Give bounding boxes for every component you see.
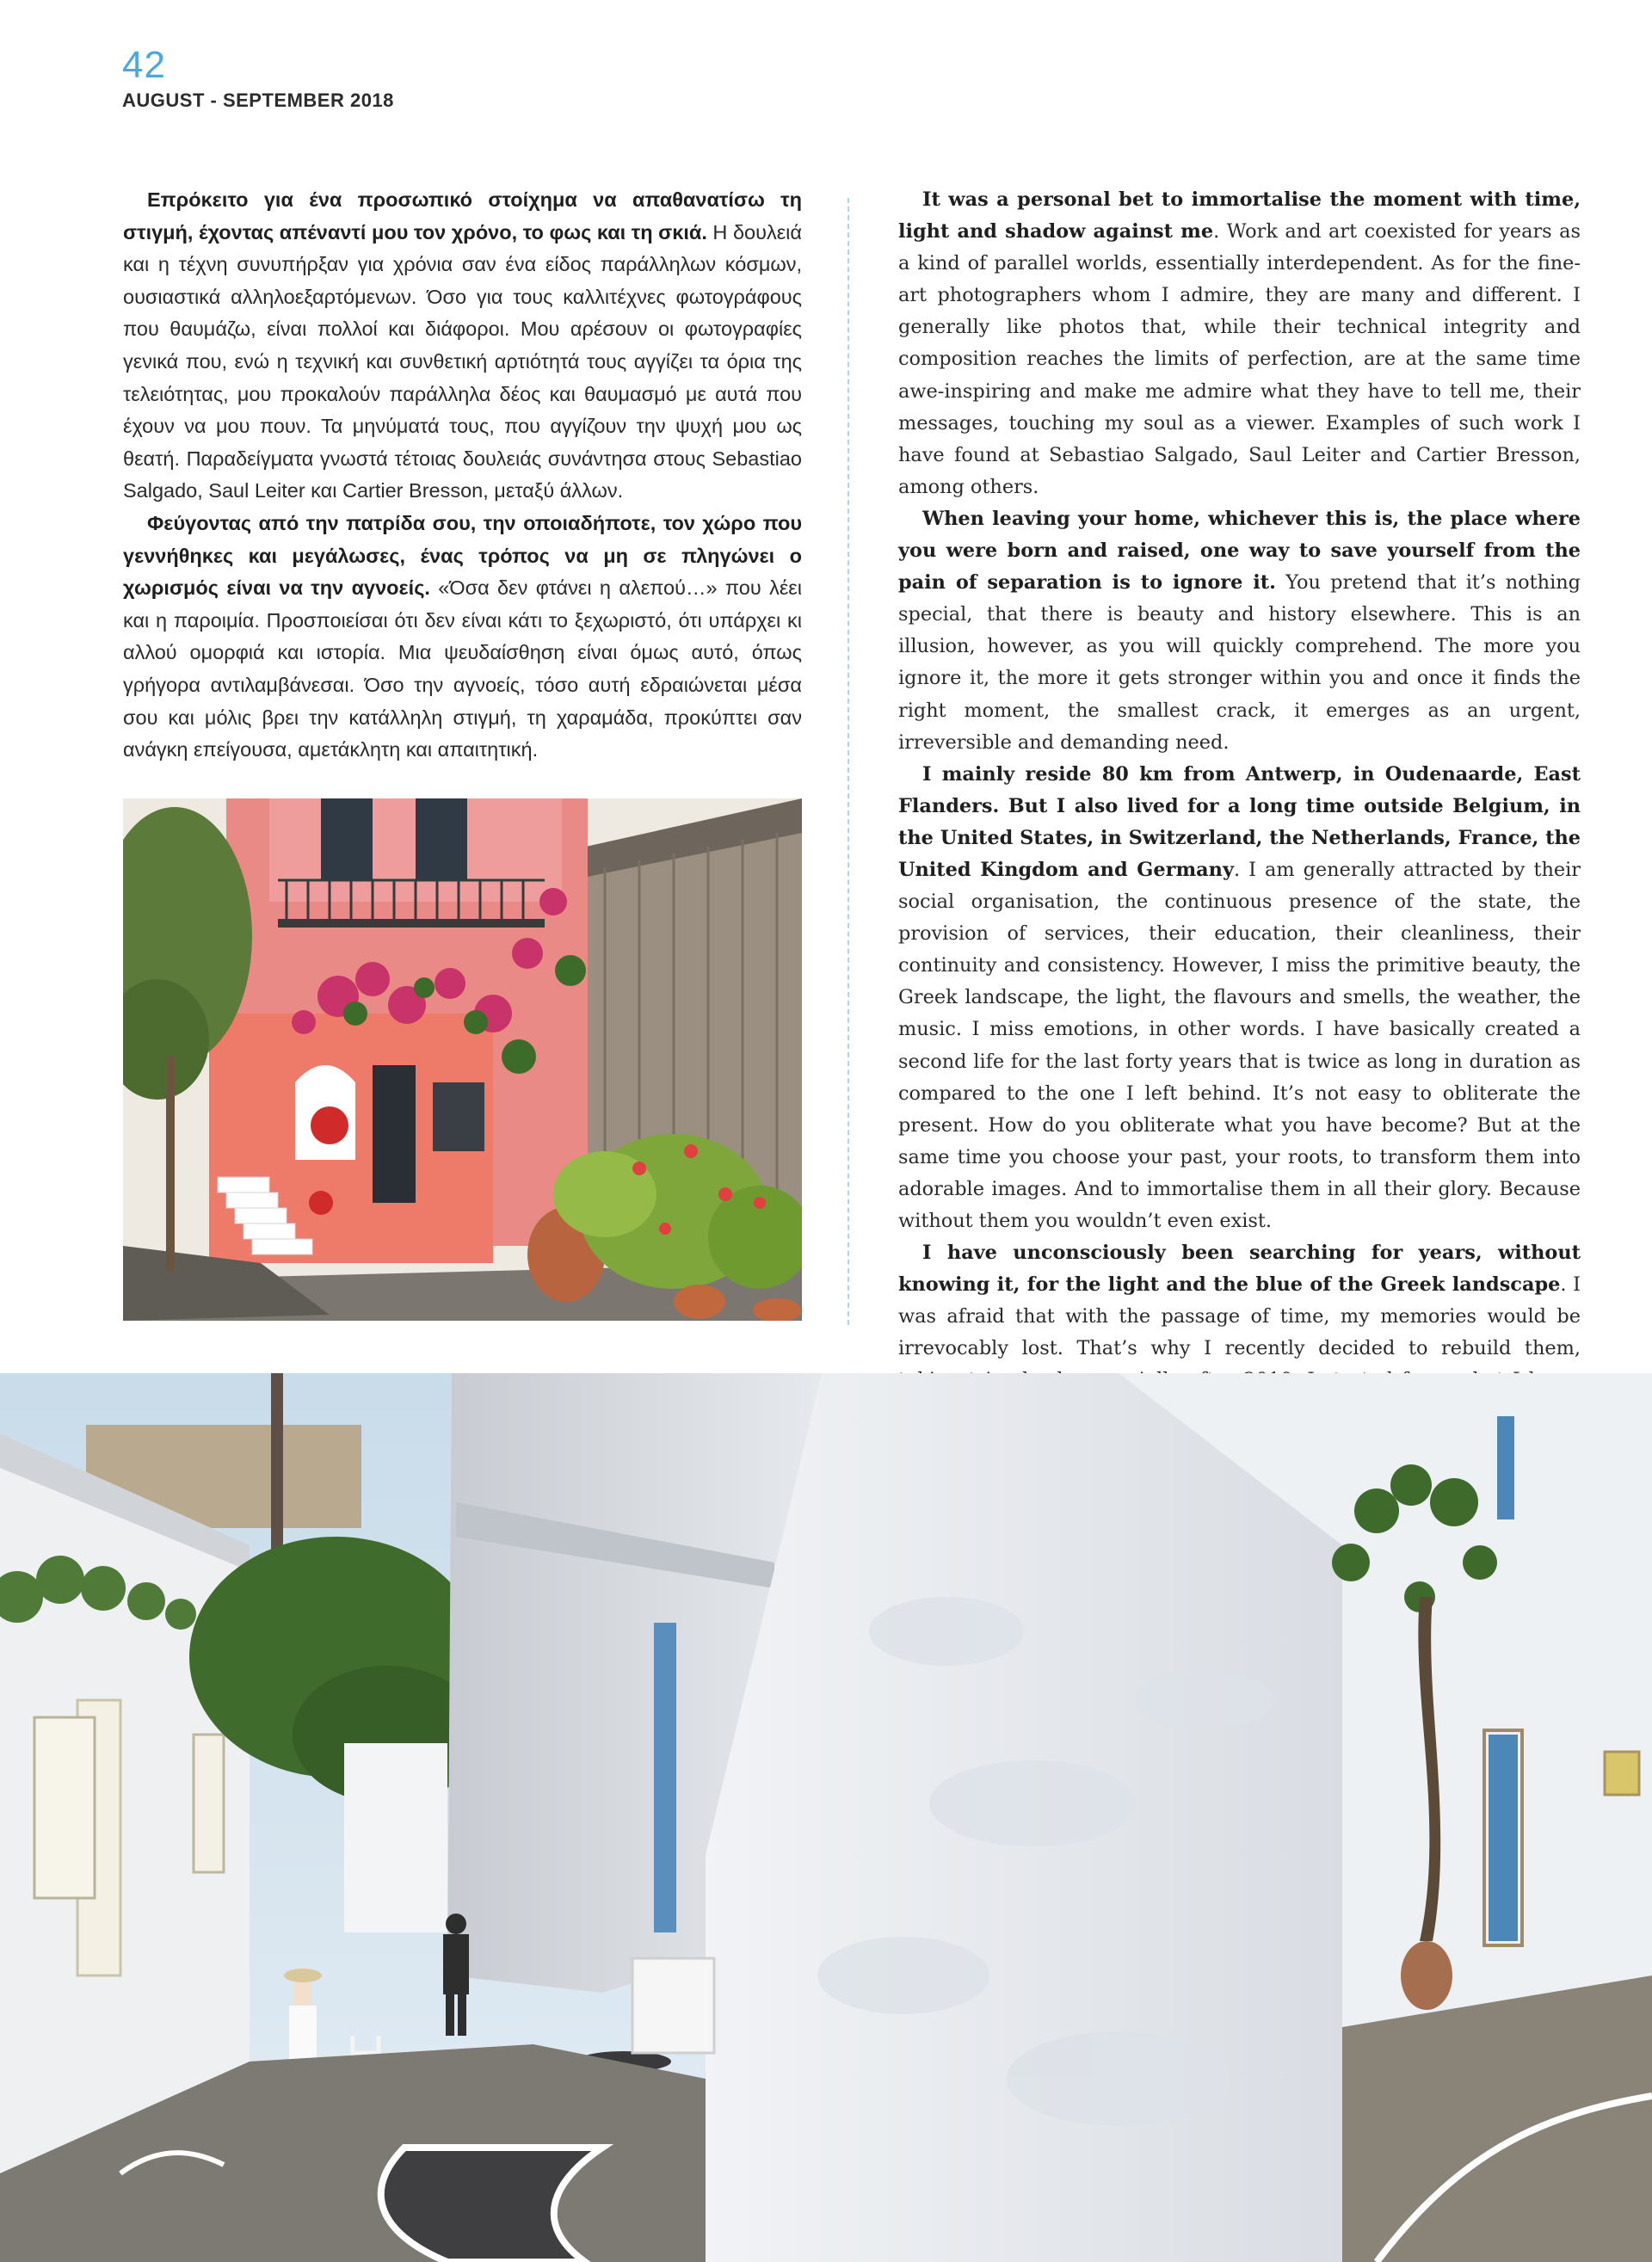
- english-paragraph-2: [898, 503, 1581, 759]
- greek-paragraph-2: [123, 508, 802, 767]
- greek-paragraph-1-body: Η δουλειά και η τέχνη συνυπήρξαν για χρόνια σαν ένα είδος παράλληλων κόσμων, ουσιαστικά αλληλοεξαρτόμενων. Όσο για τους καλλιτέχνες φωτογράφους που θαυμάζω, είναι πολλοί και διάφοροι. Μου αρέσουν οι φωτογραφίες γενικά που, ενώ η τεχνική και συνθετική αρτιότητά τους αγγίζει τα όρια της τελειότητας, μου προκαλούν παράλληλα δέος και θαυμασμό με αυτά που έχουν να μου πουν. Τα μηνύματά τους, που αγγίζουν την ψυχή μου ως θεατή. Παραδείγματα γνωστά τέτοιας δουλειάς συνάντησα στους Sebastiao Salgado, Saul Leiter και Cartier Bresson, μεταξύ άλλων.: [123, 220, 802, 502]
- english-paragraph-2-body: You pretend that it’s nothing special, that there is beauty and history elsewhere. This is an illusion, however, as you will quickly comprehend. The more you ignore it, the more it gets stronger within you and once it finds the right moment, the smallest crack, it emerges as an urgent, irreversible and demanding need.: [898, 571, 1581, 754]
- page-header: [122, 46, 394, 112]
- greek-text-column: [123, 184, 802, 767]
- greek-paragraph-1: [123, 184, 802, 508]
- whitewashed-alley-photo: [0, 1373, 1652, 2262]
- column-divider: [848, 198, 856, 1325]
- greek-paragraph-2-body: «Όσα δεν φτάνει η αλεπού…» που λέει και η παροιμία. Προσποιείσαι ότι δεν είναι κάτι το ξεχωριστό, ότι υπάρχει κι αλλού ομορφιά και ιστορία. Μια ψευδαίσθηση είναι όμως αυτό, όπως γρήγορα αντιλαμβάνεσαι. Όσο την αγνοείς, τόσο αυτή εδραιώνεται μέσα σου και μόλις βρει την κατάλληλη στιγμή, τη χαραμάδα, προκύπτει σαν ανάγκη επείγουσα, αμετάκλητη και απαιτητική.: [123, 576, 802, 761]
- issue-date: AUGUST - SEPTEMBER 2018: [122, 89, 394, 111]
- pink-house-photo: [123, 798, 802, 1321]
- greek-paragraph-1-lead: Επρόκειτο για ένα προσωπικό στοίχημα να απαθανατίσω τη στιγμή, έχοντας απέναντί μου τον χρόνο, το φως και τη σκιά.: [123, 188, 802, 243]
- english-paragraph-1: [898, 184, 1581, 503]
- english-paragraph-3: [898, 759, 1581, 1237]
- english-paragraph-4-lead: I have unconsciously been searching for years, without knowing it, for the light and the blue of the Greek landscape: [898, 1242, 1581, 1297]
- english-paragraph-1-lead: It was a personal bet to immortalise the moment with time, light and shadow against me: [898, 188, 1581, 243]
- english-paragraph-1-body: . Work and art coexisted for years as a kind of parallel worlds, essentially interdependent. As for the fine-art photographers whom I admire, they are many and different. I generally like photos that, while their technical integrity and composition reaches the limits of perfection, are at the same time awe-inspiring and make me admire what they have to tell me, their messages, touching my soul as a viewer. Examples of such work I have found at Sebastiao Salgado, Saul Leiter and Cartier Bresson, among others.: [898, 220, 1581, 498]
- english-paragraph-4-body: . I was afraid that with the passage of time, my memories would be irrevocably lost. That’s why I recently decided to rebuild them,: [898, 1273, 1581, 1360]
- english-paragraph-2-lead: When leaving your home, whichever this is, the place where you were born and raised, one way to save yourself from the pain of separation is to ignore it.: [898, 507, 1581, 595]
- greek-paragraph-2-lead: Φεύγοντας από την πατρίδα σου, την οποιαδήποτε, τον χώρο που γεννήθηκες και μεγάλωσες, ένας τρόπος να μη σε πληγώνει ο χωρισμός είναι να την αγνοείς.: [123, 511, 802, 600]
- english-paragraph-3-body: . I am generally attracted by their social organisation, the continuous presence of the state, the provision of services, their education, their cleanliness, their continuity and consistency. However, I miss the primitive beauty, the Greek landscape, the light, the flavours and smells, the weather, the music. I miss emotions, in other words. I have basically created a second life for the last forty years that is twice as long in duration as compared to the one I left behind. It’s not easy to obliterate the present. How do you obliterate what you have become? But at the same time you choose your past, your roots, to transform them into adorable images. And to immortalise them in all their glory. Because without them you wouldn’t even exist.: [898, 858, 1581, 1232]
- english-paragraph-3-lead: I mainly reside 80 km from Antwerp, in Oudenaarde, East Flanders. But I also lived for a long time outside Belgium, in the United States, in Switzerland, the Netherlands, France, the United Kingdom and Germany: [898, 762, 1581, 881]
- english-text-column: [898, 184, 1581, 1429]
- page-number: 42: [122, 44, 166, 86]
